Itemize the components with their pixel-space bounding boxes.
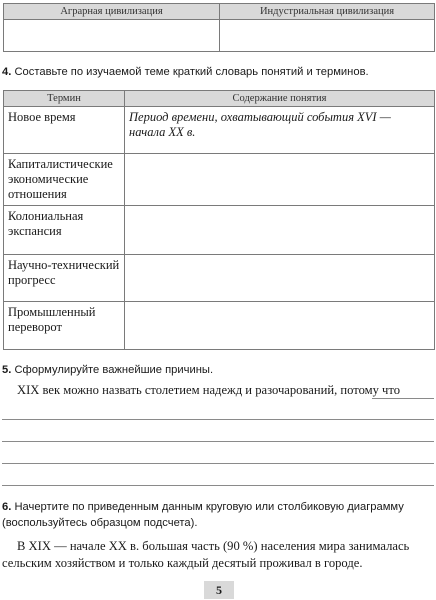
page-number: 5 (204, 581, 234, 599)
task-4-number: 4. (2, 66, 12, 78)
definition-cell[interactable] (125, 154, 435, 206)
task-6-number: 6. (2, 501, 12, 513)
definition-cell[interactable] (125, 302, 435, 350)
term-cell: Промышленный переворот (4, 302, 125, 350)
answer-line[interactable] (2, 419, 434, 420)
agrarian-answer-cell[interactable] (4, 20, 220, 52)
task-6-heading (2, 499, 434, 531)
task-4-heading (2, 64, 369, 80)
definition-cell[interactable] (125, 255, 435, 302)
task-6-text: Начертите по приведенным данным круговую или столбиковую диаграмму (воспользуйтесь образцом подсчета). (2, 501, 404, 529)
definition-cell[interactable] (125, 206, 435, 255)
column-header-term: Термин (4, 91, 125, 107)
terms-table (3, 90, 435, 350)
column-header-industrial: Индустриальная цивилизация (220, 4, 435, 20)
term-cell: Новое время (4, 107, 125, 154)
civilization-table (3, 3, 435, 52)
task-5-text: Сформулируйте важнейшие причины. (14, 364, 214, 376)
column-header-agrarian: Аграрная цивилизация (4, 4, 220, 20)
task-4-text: Составьте по изучаемой теме краткий словарь понятий и терминов. (14, 66, 369, 78)
answer-line[interactable] (2, 441, 434, 442)
answer-line[interactable] (2, 463, 434, 464)
term-cell: Научно-технический прогресс (4, 255, 125, 302)
task-5-prompt: XIX век можно назвать столетием надежд и разочарований, потому что (17, 383, 401, 397)
term-cell: Колониальная экспансия (4, 206, 125, 255)
term-cell: Капиталистические экономические отношения (4, 154, 125, 206)
industrial-answer-cell[interactable] (220, 20, 435, 52)
task-6-paragraph: В XIX — начале XX в. большая часть (90 %) населения мира занималась сельским хозяйством и только каждый десятый проживал в городе. (2, 539, 410, 570)
task-5-number: 5. (2, 364, 12, 376)
definition-cell[interactable]: Период времени, охватывающий события XVI — начала XX в. (125, 107, 435, 154)
task-5-heading (2, 362, 213, 378)
answer-line[interactable] (2, 485, 434, 486)
column-header-definition: Содержание понятия (125, 91, 435, 107)
answer-line[interactable] (372, 398, 434, 399)
